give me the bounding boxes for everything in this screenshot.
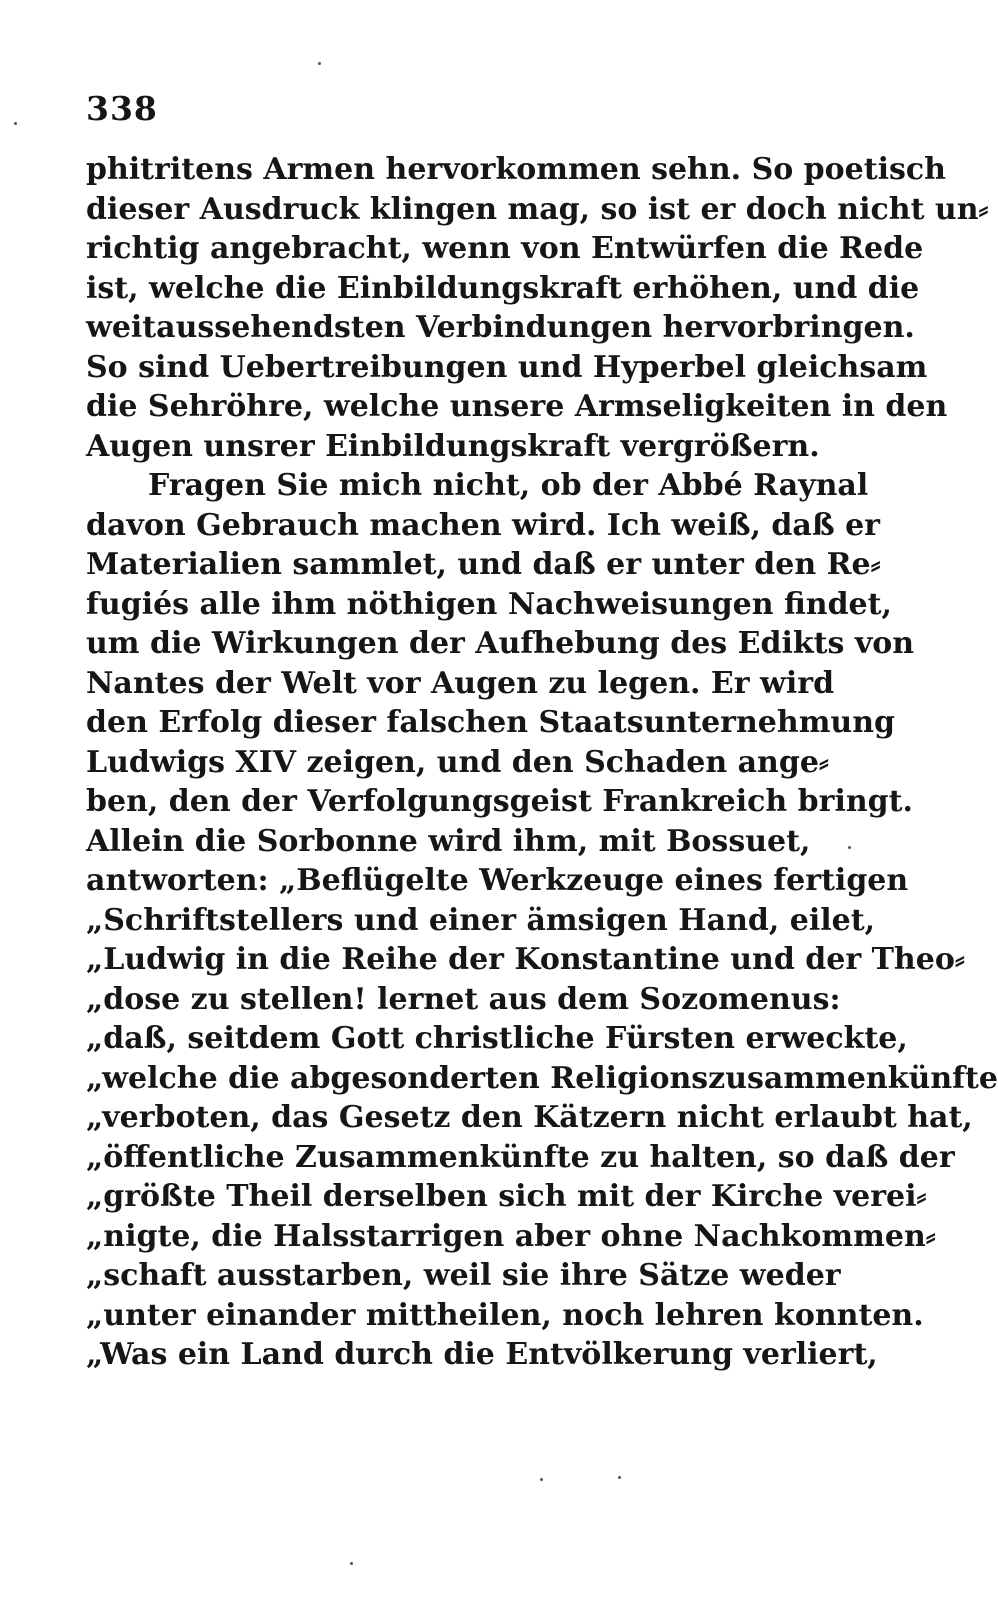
text-line: „Schriftstellers und einer ämsigen Hand, eilet,: [86, 902, 876, 938]
text-line: dieser Ausdruck klingen mag, so ist er doch nicht un⸗: [86, 191, 989, 227]
print-speck: [318, 62, 321, 65]
text-line: So sind Uebertreibungen und Hyperbel gleichsam: [86, 349, 928, 385]
text-line: antworten: „Beflügelte Werkzeuge eines fertigen: [86, 863, 909, 898]
text-line: ist, welche die Einbildungskraft erhöhen, und die: [86, 270, 920, 306]
paragraph-start-line: Fragen Sie mich nicht, ob der Abbé Raynal: [148, 468, 869, 503]
text-line: weitaussehendsten Verbindungen hervorbringen.: [86, 310, 915, 345]
page-number: 338: [86, 89, 158, 128]
text-line: phitritens Armen hervorkommen sehn. So poetisch: [86, 152, 946, 187]
text-line: „verboten, das Gesetz den Kätzern nicht erlaubt hat,: [86, 1100, 973, 1135]
text-line: den Erfolg dieser falschen Staatsunternehmung: [86, 705, 896, 740]
body-text: [86, 150, 998, 1375]
text-line: Allein die Sorbonne wird ihm, mit Bossuet,: [86, 823, 811, 859]
text-line: „Ludwig in die Reihe der Konstantine und der Theo⸗: [86, 942, 965, 977]
text-line: davon Gebrauch machen wird. Ich weiß, daß er: [86, 507, 880, 543]
text-line: Augen unsrer Einbildungskraft vergrößern.: [86, 428, 820, 464]
text-line: „welche die abgesonderten Religionszusammenkünfte: [86, 1060, 998, 1096]
text-line: „nigte, die Halsstarrigen aber ohne Nachkommen⸗: [86, 1218, 936, 1254]
print-speck: [350, 1562, 353, 1565]
print-speck: [14, 122, 17, 125]
text-line: „dose zu stellen! lernet aus dem Sozomenus:: [86, 981, 841, 1017]
text-line: ben, den der Verfolgungsgeist Frankreich bringt.: [86, 784, 913, 819]
print-speck: [540, 1478, 543, 1481]
text-line: fugiés alle ihm nöthigen Nachweisungen findet,: [86, 586, 892, 622]
text-line: Ludwigs XIV zeigen, und den Schaden ange⸗: [86, 744, 829, 780]
text-line: „größte Theil derselben sich mit der Kirche verei⸗: [86, 1179, 927, 1214]
print-speck: [848, 846, 851, 849]
text-line: Nantes der Welt vor Augen zu legen. Er wird: [86, 665, 835, 701]
text-line: „schaft ausstarben, weil sie ihre Sätze weder: [86, 1258, 841, 1293]
text-line: „öffentliche Zusammenkünfte zu halten, so daß der: [86, 1139, 955, 1175]
text-line: „Was ein Land durch die Entvölkerung verliert,: [86, 1337, 878, 1372]
text-line: die Sehröhre, welche unsere Armseligkeiten in den: [86, 389, 948, 424]
text-line: um die Wirkungen der Aufhebung des Edikts von: [86, 626, 915, 661]
text-line: richtig angebracht, wenn von Entwürfen die Rede: [86, 231, 924, 266]
print-speck: [618, 1476, 621, 1479]
text-line: „unter einander mittheilen, noch lehren konnten.: [86, 1297, 924, 1333]
text-line: „daß, seitdem Gott christliche Fürsten erweckte,: [86, 1021, 908, 1056]
text-line: Materialien sammlet, und daß er unter den Re⸗: [86, 547, 881, 582]
